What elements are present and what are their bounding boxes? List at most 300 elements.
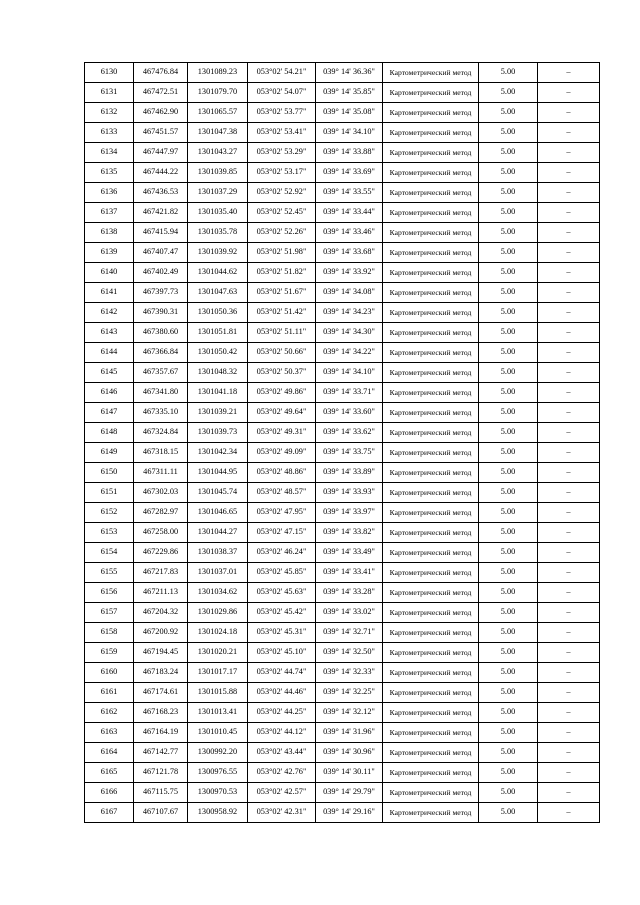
point-number-cell: 6146 [85,383,134,403]
latitude-cell: 053°02' 49.09" [248,443,316,463]
x-coordinate-cell: 467390.31 [134,303,188,323]
method-cell: Картометрический метод [383,383,479,403]
method-cell: Картометрический метод [383,143,479,163]
longitude-cell: 039° 14' 33.71" [316,383,383,403]
longitude-cell: 039° 14' 34.30" [316,323,383,343]
x-coordinate-cell: 467476.84 [134,63,188,83]
latitude-cell: 053°02' 45.63" [248,583,316,603]
table-row [85,703,600,723]
longitude-cell: 039° 14' 32.25" [316,683,383,703]
x-coordinate-cell: 467174.61 [134,683,188,703]
method-cell: Картометрический метод [383,703,479,723]
table-row [85,563,600,583]
note-cell: – [538,383,600,403]
x-coordinate-cell: 467447.97 [134,143,188,163]
x-coordinate-cell: 467107.67 [134,803,188,823]
note-cell: – [538,783,600,803]
x-coordinate-cell: 467402.49 [134,263,188,283]
table-row [85,483,600,503]
x-coordinate-cell: 467357.67 [134,363,188,383]
x-coordinate-cell: 467164.19 [134,723,188,743]
y-coordinate-cell: 1301044.95 [188,463,248,483]
accuracy-cell: 5.00 [479,243,538,263]
latitude-cell: 053°02' 45.10" [248,643,316,663]
latitude-cell: 053°02' 51.67" [248,283,316,303]
latitude-cell: 053°02' 43.44" [248,743,316,763]
note-cell: – [538,443,600,463]
point-number-cell: 6140 [85,263,134,283]
latitude-cell: 053°02' 53.17" [248,163,316,183]
latitude-cell: 053°02' 54.07" [248,83,316,103]
table-row [85,163,600,183]
x-coordinate-cell: 467407.47 [134,243,188,263]
note-cell: – [538,403,600,423]
longitude-cell: 039° 14' 34.22" [316,343,383,363]
longitude-cell: 039° 14' 29.16" [316,803,383,823]
accuracy-cell: 5.00 [479,643,538,663]
method-cell: Картометрический метод [383,623,479,643]
table-row [85,763,600,783]
x-coordinate-cell: 467472.51 [134,83,188,103]
accuracy-cell: 5.00 [479,603,538,623]
y-coordinate-cell: 1301045.74 [188,483,248,503]
x-coordinate-cell: 467318.15 [134,443,188,463]
y-coordinate-cell: 1301046.65 [188,503,248,523]
point-number-cell: 6155 [85,563,134,583]
y-coordinate-cell: 1300992.20 [188,743,248,763]
x-coordinate-cell: 467258.00 [134,523,188,543]
y-coordinate-cell: 1301034.62 [188,583,248,603]
point-number-cell: 6147 [85,403,134,423]
x-coordinate-cell: 467194.45 [134,643,188,663]
latitude-cell: 053°02' 44.74" [248,663,316,683]
table-row [85,443,600,463]
accuracy-cell: 5.00 [479,623,538,643]
point-number-cell: 6134 [85,143,134,163]
table-row [85,383,600,403]
method-cell: Картометрический метод [383,643,479,663]
longitude-cell: 039° 14' 32.33" [316,663,383,683]
y-coordinate-cell: 1301065.57 [188,103,248,123]
latitude-cell: 053°02' 52.92" [248,183,316,203]
table-row [85,143,600,163]
longitude-cell: 039° 14' 33.28" [316,583,383,603]
table-row [85,523,600,543]
note-cell: – [538,343,600,363]
table-row [85,183,600,203]
method-cell: Картометрический метод [383,283,479,303]
y-coordinate-cell: 1301041.18 [188,383,248,403]
method-cell: Картометрический метод [383,63,479,83]
y-coordinate-cell: 1301020.21 [188,643,248,663]
note-cell: – [538,763,600,783]
method-cell: Картометрический метод [383,523,479,543]
note-cell: – [538,243,600,263]
latitude-cell: 053°02' 54.21" [248,63,316,83]
y-coordinate-cell: 1301039.73 [188,423,248,443]
note-cell: – [538,583,600,603]
y-coordinate-cell: 1301047.63 [188,283,248,303]
latitude-cell: 053°02' 50.66" [248,343,316,363]
x-coordinate-cell: 467421.82 [134,203,188,223]
point-number-cell: 6159 [85,643,134,663]
table-row [85,723,600,743]
method-cell: Картометрический метод [383,203,479,223]
latitude-cell: 053°02' 48.86" [248,463,316,483]
note-cell: – [538,503,600,523]
note-cell: – [538,483,600,503]
table-row [85,603,600,623]
note-cell: – [538,103,600,123]
accuracy-cell: 5.00 [479,223,538,243]
x-coordinate-cell: 467168.23 [134,703,188,723]
x-coordinate-cell: 467142.77 [134,743,188,763]
table-row [85,543,600,563]
accuracy-cell: 5.00 [479,123,538,143]
point-number-cell: 6142 [85,303,134,323]
y-coordinate-cell: 1300976.55 [188,763,248,783]
table-row [85,503,600,523]
point-number-cell: 6136 [85,183,134,203]
longitude-cell: 039° 14' 34.10" [316,123,383,143]
accuracy-cell: 5.00 [479,483,538,503]
point-number-cell: 6149 [85,443,134,463]
latitude-cell: 053°02' 51.98" [248,243,316,263]
latitude-cell: 053°02' 44.25" [248,703,316,723]
table-row [85,663,600,683]
method-cell: Картометрический метод [383,163,479,183]
accuracy-cell: 5.00 [479,763,538,783]
latitude-cell: 053°02' 47.15" [248,523,316,543]
point-number-cell: 6162 [85,703,134,723]
accuracy-cell: 5.00 [479,443,538,463]
table-row [85,643,600,663]
longitude-cell: 039° 14' 30.11" [316,763,383,783]
point-number-cell: 6158 [85,623,134,643]
latitude-cell: 053°02' 49.64" [248,403,316,423]
note-cell: – [538,63,600,83]
latitude-cell: 053°02' 52.45" [248,203,316,223]
x-coordinate-cell: 467200.92 [134,623,188,643]
note-cell: – [538,683,600,703]
table-row [85,83,600,103]
table-row [85,743,600,763]
note-cell: – [538,183,600,203]
longitude-cell: 039° 14' 32.50" [316,643,383,663]
accuracy-cell: 5.00 [479,703,538,723]
y-coordinate-cell: 1301042.34 [188,443,248,463]
y-coordinate-cell: 1301044.27 [188,523,248,543]
point-number-cell: 6144 [85,343,134,363]
longitude-cell: 039° 14' 32.71" [316,623,383,643]
point-number-cell: 6145 [85,363,134,383]
point-number-cell: 6143 [85,323,134,343]
x-coordinate-cell: 467462.90 [134,103,188,123]
method-cell: Картометрический метод [383,83,479,103]
coordinates-table-body [85,63,600,823]
accuracy-cell: 5.00 [479,423,538,443]
latitude-cell: 053°02' 44.12" [248,723,316,743]
point-number-cell: 6139 [85,243,134,263]
longitude-cell: 039° 14' 33.55" [316,183,383,203]
y-coordinate-cell: 1301079.70 [188,83,248,103]
latitude-cell: 053°02' 46.24" [248,543,316,563]
longitude-cell: 039° 14' 33.75" [316,443,383,463]
accuracy-cell: 5.00 [479,783,538,803]
table-row [85,283,600,303]
latitude-cell: 053°02' 42.57" [248,783,316,803]
point-number-cell: 6148 [85,423,134,443]
note-cell: – [538,743,600,763]
x-coordinate-cell: 467436.53 [134,183,188,203]
table-row [85,403,600,423]
y-coordinate-cell: 1301037.01 [188,563,248,583]
longitude-cell: 039° 14' 29.79" [316,783,383,803]
y-coordinate-cell: 1301038.37 [188,543,248,563]
latitude-cell: 053°02' 44.46" [248,683,316,703]
table-row [85,203,600,223]
latitude-cell: 053°02' 51.11" [248,323,316,343]
table-row [85,423,600,443]
accuracy-cell: 5.00 [479,323,538,343]
longitude-cell: 039° 14' 33.97" [316,503,383,523]
longitude-cell: 039° 14' 34.08" [316,283,383,303]
table-row [85,623,600,643]
table-row [85,223,600,243]
x-coordinate-cell: 467217.83 [134,563,188,583]
accuracy-cell: 5.00 [479,63,538,83]
y-coordinate-cell: 1300958.92 [188,803,248,823]
accuracy-cell: 5.00 [479,683,538,703]
longitude-cell: 039° 14' 35.85" [316,83,383,103]
y-coordinate-cell: 1301029.86 [188,603,248,623]
longitude-cell: 039° 14' 33.89" [316,463,383,483]
point-number-cell: 6166 [85,783,134,803]
point-number-cell: 6135 [85,163,134,183]
latitude-cell: 053°02' 50.37" [248,363,316,383]
longitude-cell: 039° 14' 33.02" [316,603,383,623]
y-coordinate-cell: 1301039.85 [188,163,248,183]
x-coordinate-cell: 467451.57 [134,123,188,143]
table-row [85,583,600,603]
latitude-cell: 053°02' 42.31" [248,803,316,823]
note-cell: – [538,163,600,183]
longitude-cell: 039° 14' 33.49" [316,543,383,563]
note-cell: – [538,83,600,103]
accuracy-cell: 5.00 [479,403,538,423]
accuracy-cell: 5.00 [479,183,538,203]
note-cell: – [538,143,600,163]
point-number-cell: 6130 [85,63,134,83]
note-cell: – [538,563,600,583]
table-row [85,303,600,323]
longitude-cell: 039° 14' 31.96" [316,723,383,743]
latitude-cell: 053°02' 51.82" [248,263,316,283]
latitude-cell: 053°02' 51.42" [248,303,316,323]
method-cell: Картометрический метод [383,483,479,503]
note-cell: – [538,523,600,543]
point-number-cell: 6156 [85,583,134,603]
method-cell: Картометрический метод [383,243,479,263]
method-cell: Картометрический метод [383,723,479,743]
method-cell: Картометрический метод [383,223,479,243]
x-coordinate-cell: 467115.75 [134,783,188,803]
point-number-cell: 6160 [85,663,134,683]
longitude-cell: 039° 14' 34.10" [316,363,383,383]
table-row [85,103,600,123]
longitude-cell: 039° 14' 33.62" [316,423,383,443]
latitude-cell: 053°02' 42.76" [248,763,316,783]
x-coordinate-cell: 467311.11 [134,463,188,483]
method-cell: Картометрический метод [383,803,479,823]
note-cell: – [538,363,600,383]
table-row [85,63,600,83]
coordinates-table [84,62,600,823]
latitude-cell: 053°02' 48.57" [248,483,316,503]
table-row [85,463,600,483]
y-coordinate-cell: 1301017.17 [188,663,248,683]
table-row [85,243,600,263]
note-cell: – [538,643,600,663]
accuracy-cell: 5.00 [479,303,538,323]
x-coordinate-cell: 467204.32 [134,603,188,623]
point-number-cell: 6163 [85,723,134,743]
accuracy-cell: 5.00 [479,163,538,183]
y-coordinate-cell: 1301035.40 [188,203,248,223]
y-coordinate-cell: 1301047.38 [188,123,248,143]
point-number-cell: 6165 [85,763,134,783]
point-number-cell: 6154 [85,543,134,563]
longitude-cell: 039° 14' 33.44" [316,203,383,223]
accuracy-cell: 5.00 [479,343,538,363]
y-coordinate-cell: 1301051.81 [188,323,248,343]
y-coordinate-cell: 1301015.88 [188,683,248,703]
x-coordinate-cell: 467380.60 [134,323,188,343]
point-number-cell: 6167 [85,803,134,823]
point-number-cell: 6153 [85,523,134,543]
accuracy-cell: 5.00 [479,383,538,403]
latitude-cell: 053°02' 45.31" [248,623,316,643]
longitude-cell: 039° 14' 33.93" [316,483,383,503]
longitude-cell: 039° 14' 34.23" [316,303,383,323]
y-coordinate-cell: 1301050.36 [188,303,248,323]
method-cell: Картометрический метод [383,583,479,603]
y-coordinate-cell: 1301035.78 [188,223,248,243]
longitude-cell: 039° 14' 33.41" [316,563,383,583]
method-cell: Картометрический метод [383,663,479,683]
method-cell: Картометрический метод [383,783,479,803]
point-number-cell: 6138 [85,223,134,243]
point-number-cell: 6137 [85,203,134,223]
point-number-cell: 6164 [85,743,134,763]
accuracy-cell: 5.00 [479,363,538,383]
latitude-cell: 053°02' 53.77" [248,103,316,123]
point-number-cell: 6150 [85,463,134,483]
method-cell: Картометрический метод [383,103,479,123]
accuracy-cell: 5.00 [479,503,538,523]
point-number-cell: 6157 [85,603,134,623]
accuracy-cell: 5.00 [479,83,538,103]
x-coordinate-cell: 467183.24 [134,663,188,683]
note-cell: – [538,703,600,723]
accuracy-cell: 5.00 [479,563,538,583]
point-number-cell: 6151 [85,483,134,503]
x-coordinate-cell: 467415.94 [134,223,188,243]
table-row [85,803,600,823]
y-coordinate-cell: 1301044.62 [188,263,248,283]
table-row [85,683,600,703]
latitude-cell: 053°02' 53.29" [248,143,316,163]
accuracy-cell: 5.00 [479,743,538,763]
method-cell: Картометрический метод [383,263,479,283]
method-cell: Картометрический метод [383,463,479,483]
y-coordinate-cell: 1300970.53 [188,783,248,803]
method-cell: Картометрический метод [383,303,479,323]
longitude-cell: 039° 14' 33.46" [316,223,383,243]
note-cell: – [538,423,600,443]
accuracy-cell: 5.00 [479,463,538,483]
latitude-cell: 053°02' 49.86" [248,383,316,403]
method-cell: Картометрический метод [383,603,479,623]
note-cell: – [538,543,600,563]
latitude-cell: 053°02' 52.26" [248,223,316,243]
table-row [85,263,600,283]
x-coordinate-cell: 467302.03 [134,483,188,503]
note-cell: – [538,463,600,483]
latitude-cell: 053°02' 47.95" [248,503,316,523]
x-coordinate-cell: 467366.84 [134,343,188,363]
note-cell: – [538,263,600,283]
y-coordinate-cell: 1301010.45 [188,723,248,743]
note-cell: – [538,803,600,823]
point-number-cell: 6141 [85,283,134,303]
note-cell: – [538,723,600,743]
note-cell: – [538,283,600,303]
method-cell: Картометрический метод [383,343,479,363]
y-coordinate-cell: 1301024.18 [188,623,248,643]
longitude-cell: 039° 14' 30.96" [316,743,383,763]
latitude-cell: 053°02' 53.41" [248,123,316,143]
accuracy-cell: 5.00 [479,263,538,283]
accuracy-cell: 5.00 [479,143,538,163]
table-row [85,123,600,143]
method-cell: Картометрический метод [383,323,479,343]
y-coordinate-cell: 1301037.29 [188,183,248,203]
point-number-cell: 6131 [85,83,134,103]
method-cell: Картометрический метод [383,443,479,463]
longitude-cell: 039° 14' 36.36" [316,63,383,83]
y-coordinate-cell: 1301039.21 [188,403,248,423]
note-cell: – [538,623,600,643]
longitude-cell: 039° 14' 33.88" [316,143,383,163]
accuracy-cell: 5.00 [479,283,538,303]
method-cell: Картометрический метод [383,543,479,563]
note-cell: – [538,603,600,623]
longitude-cell: 039° 14' 33.92" [316,263,383,283]
latitude-cell: 053°02' 45.85" [248,563,316,583]
accuracy-cell: 5.00 [479,803,538,823]
note-cell: – [538,223,600,243]
table-row [85,363,600,383]
longitude-cell: 039° 14' 32.12" [316,703,383,723]
y-coordinate-cell: 1301013.41 [188,703,248,723]
accuracy-cell: 5.00 [479,583,538,603]
note-cell: – [538,303,600,323]
latitude-cell: 053°02' 49.31" [248,423,316,443]
method-cell: Картометрический метод [383,743,479,763]
longitude-cell: 039° 14' 33.69" [316,163,383,183]
point-number-cell: 6132 [85,103,134,123]
